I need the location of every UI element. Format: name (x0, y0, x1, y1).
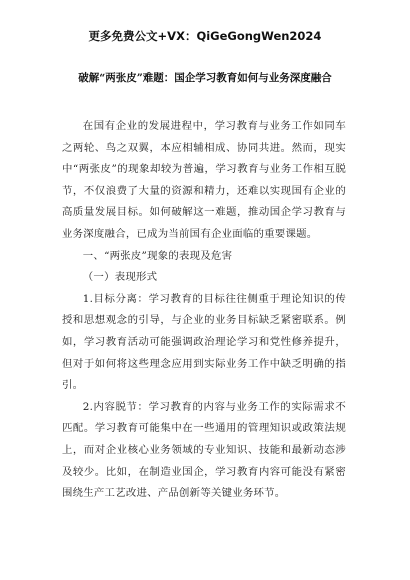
list-item-goal-separation: 1.目标分离：学习教育的目标往往侧重于理论知识的传授和思想观念的引导，与企业的业务目标缺乏紧密联系。例如，学习教育活动可能强调政治理论学习和党性修养提升，但对于如何将这些理念应用到实际业务工作中缺乏明确的指引。 (62, 292, 346, 392)
document-body (62, 116, 346, 505)
subsection-heading: （一）表现形式 (82, 271, 158, 284)
section-heading: 一、“两张皮”现象的表现及危害 (82, 249, 233, 262)
watermark-header: 更多免费公文+VX：QiGeGongWen2024 (88, 29, 322, 43)
list-item-content-disconnect: 2.内容脱节：学习教育的内容与业务工作的实际需求不匹配。学习教育可能集中在一些通用的管理知识或政策法规上，而对企业核心业务领域的专业知识、技能和最新动态涉及较少。比如，在制造业国企，学习教育内容可能没有紧密围绕生产工艺改进、产品创新等关键业务环节。 (62, 400, 346, 500)
intro-paragraph: 在国有企业的发展进程中，学习教育与业务工作如同车之两轮、鸟之双翼，本应相辅相成、协同共进。然而，现实中“两张皮”的现象却较为普遍，学习教育与业务工作相互脱节，不仅浪费了大量的资源和精力，还难以实现国有企业的高质量发展目标。如何破解这一难题，推动国企学习教育与业务深度融合，已成为当前国有企业面临的重要课题。 (62, 120, 346, 240)
document-title: 破解“两张皮”难题：国企学习教育如何与业务深度融合 (78, 72, 332, 84)
